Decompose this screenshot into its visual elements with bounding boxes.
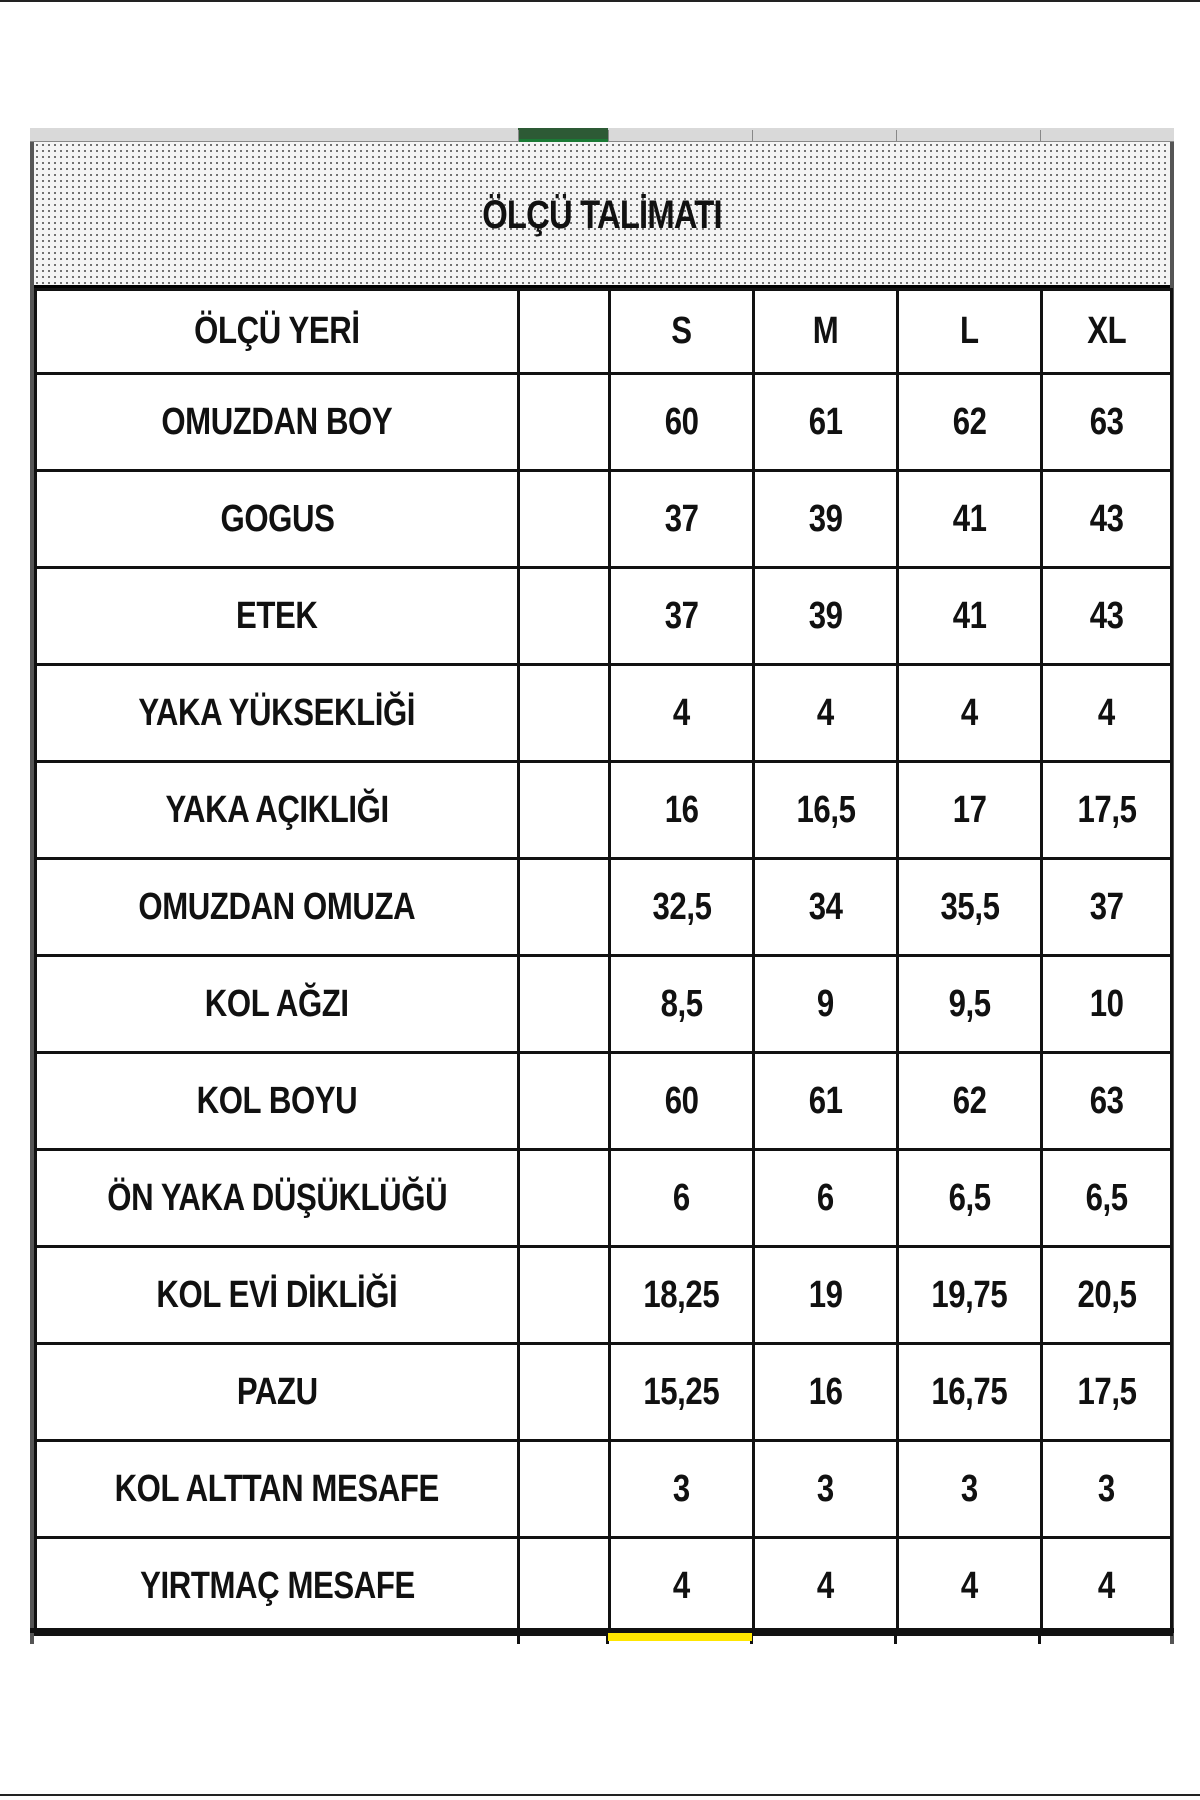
selected-column-header[interactable] xyxy=(518,128,608,142)
blank-cell[interactable] xyxy=(519,1344,610,1441)
table-row xyxy=(36,1538,1172,1635)
size-l-value[interactable]: 16,75 xyxy=(898,1344,1042,1441)
header-size-l[interactable]: L xyxy=(898,290,1042,374)
size-l-value[interactable]: 17 xyxy=(898,762,1042,859)
size-m-value[interactable]: 34 xyxy=(754,859,898,956)
measurement-label-cell[interactable]: KOL BOYU xyxy=(36,1053,519,1150)
size-l-value[interactable]: 19,75 xyxy=(898,1247,1042,1344)
size-xl-value[interactable]: 63 xyxy=(1042,374,1172,471)
size-s-value[interactable]: 18,25 xyxy=(610,1247,754,1344)
highlighted-cell[interactable] xyxy=(608,1633,752,1641)
blank-cell[interactable] xyxy=(519,665,610,762)
blank-cell[interactable] xyxy=(519,1538,610,1635)
measurement-label-cell[interactable]: YAKA AÇIKLIĞI xyxy=(36,762,519,859)
blank-cell[interactable] xyxy=(519,568,610,665)
measurement-label-cell[interactable]: YAKA YÜKSEKLİĞİ xyxy=(36,665,519,762)
blank-cell[interactable] xyxy=(519,471,610,568)
size-l-value[interactable]: 62 xyxy=(898,1053,1042,1150)
column-divider xyxy=(1040,130,1041,142)
size-xl-value[interactable]: 4 xyxy=(1042,1538,1172,1635)
blank-cell[interactable] xyxy=(519,1247,610,1344)
size-xl-value[interactable]: 63 xyxy=(1042,1053,1172,1150)
table-bottom-rule xyxy=(30,1628,1174,1633)
header-size-s[interactable]: S xyxy=(610,290,754,374)
page-bottom-border xyxy=(0,1794,1200,1796)
table-row xyxy=(36,1150,1172,1247)
size-xl-value[interactable]: 37 xyxy=(1042,859,1172,956)
header-measurement-cell[interactable]: ÖLÇÜ YERİ xyxy=(36,290,519,374)
size-m-value[interactable]: 61 xyxy=(754,374,898,471)
blank-cell[interactable] xyxy=(519,1441,610,1538)
measurement-label-cell[interactable]: OMUZDAN OMUZA xyxy=(36,859,519,956)
table-body xyxy=(36,374,1172,1635)
size-m-value[interactable]: 6 xyxy=(754,1150,898,1247)
measurement-label-cell[interactable]: KOL ALTTAN MESAFE xyxy=(36,1441,519,1538)
blank-cell[interactable] xyxy=(519,1150,610,1247)
size-m-value[interactable]: 16 xyxy=(754,1344,898,1441)
blank-cell[interactable] xyxy=(519,374,610,471)
table-header-row xyxy=(36,290,1172,374)
measurement-label-cell[interactable]: OMUZDAN BOY xyxy=(36,374,519,471)
size-xl-value[interactable]: 3 xyxy=(1042,1441,1172,1538)
table-row xyxy=(36,471,1172,568)
size-m-value[interactable]: 39 xyxy=(754,568,898,665)
size-l-value[interactable]: 6,5 xyxy=(898,1150,1042,1247)
column-divider xyxy=(896,130,897,142)
size-l-value[interactable]: 9,5 xyxy=(898,956,1042,1053)
table-row xyxy=(36,762,1172,859)
size-m-value[interactable]: 3 xyxy=(754,1441,898,1538)
size-xl-value[interactable]: 10 xyxy=(1042,956,1172,1053)
size-s-value[interactable]: 37 xyxy=(610,568,754,665)
column-divider xyxy=(517,1633,520,1644)
size-m-value[interactable]: 39 xyxy=(754,471,898,568)
size-l-value[interactable]: 3 xyxy=(898,1441,1042,1538)
table-row xyxy=(36,1053,1172,1150)
size-l-value[interactable]: 4 xyxy=(898,1538,1042,1635)
table-row xyxy=(36,1247,1172,1344)
size-m-value[interactable]: 19 xyxy=(754,1247,898,1344)
size-xl-value[interactable]: 20,5 xyxy=(1042,1247,1172,1344)
table-row xyxy=(36,1344,1172,1441)
size-s-value[interactable]: 32,5 xyxy=(610,859,754,956)
size-m-value[interactable]: 16,5 xyxy=(754,762,898,859)
table-row xyxy=(36,859,1172,956)
blank-cell[interactable] xyxy=(519,762,610,859)
sheet-title: ÖLÇÜ TALİMATI xyxy=(482,192,722,237)
table-row xyxy=(36,568,1172,665)
measurement-label-cell[interactable]: ETEK xyxy=(36,568,519,665)
size-m-value[interactable]: 4 xyxy=(754,665,898,762)
size-xl-value[interactable]: 4 xyxy=(1042,665,1172,762)
column-divider xyxy=(518,130,519,142)
measurement-label-cell[interactable]: KOL AĞZI xyxy=(36,956,519,1053)
header-size-xl[interactable]: XL xyxy=(1042,290,1172,374)
measurement-label-cell[interactable]: YIRTMAÇ MESAFE xyxy=(36,1538,519,1635)
blank-cell[interactable] xyxy=(519,956,610,1053)
size-xl-value[interactable]: 43 xyxy=(1042,568,1172,665)
size-xl-value[interactable]: 17,5 xyxy=(1042,762,1172,859)
size-s-value[interactable]: 60 xyxy=(610,1053,754,1150)
header-size-m[interactable]: M xyxy=(754,290,898,374)
size-xl-value[interactable]: 6,5 xyxy=(1042,1150,1172,1247)
size-m-value[interactable]: 61 xyxy=(754,1053,898,1150)
table-row xyxy=(36,956,1172,1053)
column-divider xyxy=(752,130,753,142)
measurement-label-cell[interactable]: GOGUS xyxy=(36,471,519,568)
column-divider xyxy=(894,1633,897,1644)
measurement-label-cell[interactable]: ÖN YAKA DÜŞÜKLÜĞÜ xyxy=(36,1150,519,1247)
size-s-value[interactable]: 3 xyxy=(610,1441,754,1538)
size-s-value[interactable]: 16 xyxy=(610,762,754,859)
table-row xyxy=(36,374,1172,471)
size-m-value[interactable]: 9 xyxy=(754,956,898,1053)
size-s-value[interactable]: 8,5 xyxy=(610,956,754,1053)
size-s-value[interactable]: 15,25 xyxy=(610,1344,754,1441)
measurement-label-cell[interactable]: PAZU xyxy=(36,1344,519,1441)
page-top-border xyxy=(0,0,1200,2)
size-l-value[interactable]: 41 xyxy=(898,568,1042,665)
size-s-value[interactable]: 4 xyxy=(610,665,754,762)
size-l-value[interactable]: 4 xyxy=(898,665,1042,762)
table-row xyxy=(36,665,1172,762)
column-divider xyxy=(608,130,609,142)
size-l-value[interactable]: 41 xyxy=(898,471,1042,568)
size-chart-table xyxy=(34,288,1173,1636)
measurement-label-cell[interactable]: KOL EVİ DİKLİĞİ xyxy=(36,1247,519,1344)
size-l-value[interactable]: 35,5 xyxy=(898,859,1042,956)
column-divider xyxy=(1038,1633,1041,1644)
table-row xyxy=(36,1441,1172,1538)
blank-cell[interactable] xyxy=(519,859,610,956)
size-s-value[interactable]: 4 xyxy=(610,1538,754,1635)
size-s-value[interactable]: 6 xyxy=(610,1150,754,1247)
header-blank-cell[interactable] xyxy=(519,290,610,374)
size-xl-value[interactable]: 43 xyxy=(1042,471,1172,568)
size-s-value[interactable]: 37 xyxy=(610,471,754,568)
size-m-value[interactable]: 4 xyxy=(754,1538,898,1635)
size-s-value[interactable]: 60 xyxy=(610,374,754,471)
blank-cell[interactable] xyxy=(519,1053,610,1150)
size-l-value[interactable]: 62 xyxy=(898,374,1042,471)
size-xl-value[interactable]: 17,5 xyxy=(1042,1344,1172,1441)
